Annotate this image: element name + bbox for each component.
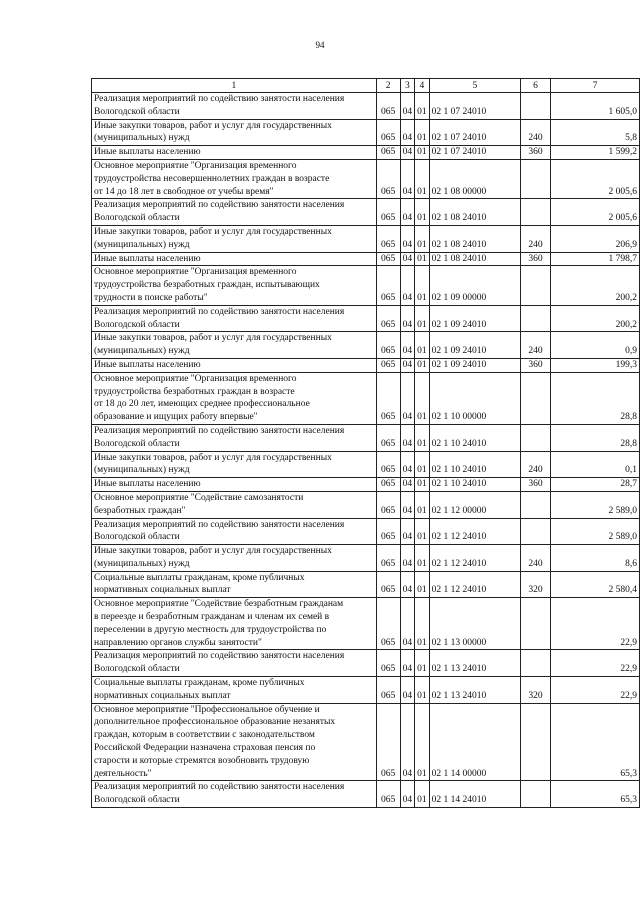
- row-amount-cell: 1 599,2: [550, 146, 639, 160]
- row-amount-cell: 199,3: [550, 358, 639, 372]
- row-name-cell: Иные выплаты населению: [92, 358, 377, 372]
- row-code-subsection-cell: 01: [415, 225, 430, 252]
- table-row: [92, 305, 640, 332]
- table-body: [92, 79, 640, 808]
- row-code-target-article-cell: 02 1 10 24010: [429, 451, 520, 478]
- table-row: [92, 146, 640, 160]
- row-name-cell: Иные закупки товаров, работ и услуг для государственных (муниципальных) нужд: [92, 332, 377, 359]
- row-name-cell: Основное мероприятие "Организация временного трудоустройства несовершеннолетних граждан в возрасте от 14 до 18 лет в свободное от учебы время": [92, 159, 377, 198]
- column-header-2: 2: [376, 79, 400, 93]
- row-code-expense-type-cell: 240: [521, 225, 551, 252]
- row-code-subsection-cell: 01: [415, 478, 430, 492]
- row-code-subsection-cell: 01: [415, 703, 430, 781]
- row-name-cell: Иные закупки товаров, работ и услуг для государственных (муниципальных) нужд: [92, 545, 377, 572]
- row-code-section-cell: 04: [400, 305, 415, 332]
- row-code-subsection-cell: 01: [415, 518, 430, 545]
- column-header-7: 7: [550, 79, 639, 93]
- table-row: [92, 451, 640, 478]
- row-code-expense-type-cell: [521, 650, 551, 677]
- row-amount-cell: 2 580,4: [550, 571, 639, 598]
- budget-table: [91, 78, 640, 808]
- row-code-target-article-cell: 02 1 07 24010: [429, 93, 520, 120]
- row-code-expense-type-cell: [521, 781, 551, 808]
- row-code-target-article-cell: 02 1 12 24010: [429, 545, 520, 572]
- row-name-cell: Иные закупки товаров, работ и услуг для государственных (муниципальных) нужд: [92, 119, 377, 146]
- row-code-expense-type-cell: 360: [521, 146, 551, 160]
- row-code-subsection-cell: 01: [415, 372, 430, 424]
- table-row: [92, 781, 640, 808]
- row-code-ministry-cell: 065: [376, 598, 400, 650]
- row-code-ministry-cell: 065: [376, 424, 400, 451]
- row-amount-cell: 1 798,7: [550, 252, 639, 266]
- row-code-section-cell: 04: [400, 491, 415, 518]
- row-code-ministry-cell: 065: [376, 781, 400, 808]
- row-code-expense-type-cell: [521, 159, 551, 198]
- row-code-expense-type-cell: 360: [521, 358, 551, 372]
- row-name-cell: Реализация мероприятий по содействию занятости населения Вологодской области: [92, 93, 377, 120]
- row-code-section-cell: 04: [400, 424, 415, 451]
- row-code-expense-type-cell: [521, 305, 551, 332]
- row-code-subsection-cell: 01: [415, 93, 430, 120]
- row-code-expense-type-cell: 240: [521, 545, 551, 572]
- row-code-section-cell: 04: [400, 571, 415, 598]
- row-code-subsection-cell: 01: [415, 159, 430, 198]
- row-code-section-cell: 04: [400, 266, 415, 305]
- row-amount-cell: 2 589,0: [550, 518, 639, 545]
- row-code-ministry-cell: 065: [376, 159, 400, 198]
- row-code-section-cell: 04: [400, 650, 415, 677]
- row-code-subsection-cell: 01: [415, 571, 430, 598]
- row-code-expense-type-cell: [521, 518, 551, 545]
- table-row: [92, 266, 640, 305]
- row-code-section-cell: 04: [400, 159, 415, 198]
- row-code-subsection-cell: 01: [415, 677, 430, 704]
- row-amount-cell: 0,9: [550, 332, 639, 359]
- row-code-target-article-cell: 02 1 12 24010: [429, 571, 520, 598]
- row-code-ministry-cell: 065: [376, 478, 400, 492]
- table-row: [92, 677, 640, 704]
- row-code-target-article-cell: 02 1 10 24010: [429, 424, 520, 451]
- row-name-cell: Реализация мероприятий по содействию занятости населения Вологодской области: [92, 650, 377, 677]
- row-code-ministry-cell: 065: [376, 225, 400, 252]
- row-code-section-cell: 04: [400, 93, 415, 120]
- row-name-cell: Реализация мероприятий по содействию занятости населения Вологодской области: [92, 424, 377, 451]
- row-code-subsection-cell: 01: [415, 598, 430, 650]
- column-header-5: 5: [429, 79, 520, 93]
- row-name-cell: Основное мероприятие "Организация временного трудоустройства безработных граждан, испытывающих трудности в поиске работы": [92, 266, 377, 305]
- row-code-ministry-cell: 065: [376, 252, 400, 266]
- row-code-ministry-cell: 065: [376, 119, 400, 146]
- row-code-section-cell: 04: [400, 781, 415, 808]
- row-code-expense-type-cell: 320: [521, 677, 551, 704]
- row-code-ministry-cell: 065: [376, 518, 400, 545]
- table-row: [92, 358, 640, 372]
- row-amount-cell: 65,3: [550, 703, 639, 781]
- row-name-cell: Реализация мероприятий по содействию занятости населения Вологодской области: [92, 781, 377, 808]
- row-code-expense-type-cell: [521, 372, 551, 424]
- row-code-expense-type-cell: 240: [521, 451, 551, 478]
- row-code-target-article-cell: 02 1 10 00000: [429, 372, 520, 424]
- row-code-section-cell: 04: [400, 478, 415, 492]
- row-code-subsection-cell: 01: [415, 781, 430, 808]
- row-code-ministry-cell: 065: [376, 266, 400, 305]
- row-amount-cell: 2 005,6: [550, 159, 639, 198]
- row-code-target-article-cell: 02 1 09 24010: [429, 305, 520, 332]
- table-row: [92, 703, 640, 781]
- row-code-target-article-cell: 02 1 14 24010: [429, 781, 520, 808]
- row-amount-cell: 200,2: [550, 305, 639, 332]
- table-row: [92, 159, 640, 198]
- row-amount-cell: 2 589,0: [550, 491, 639, 518]
- row-code-expense-type-cell: [521, 598, 551, 650]
- table-row: [92, 424, 640, 451]
- row-code-section-cell: 04: [400, 146, 415, 160]
- table-row: [92, 478, 640, 492]
- row-code-ministry-cell: 065: [376, 703, 400, 781]
- row-amount-cell: 28,7: [550, 478, 639, 492]
- table-row: [92, 225, 640, 252]
- page-number: 94: [315, 40, 325, 50]
- row-code-subsection-cell: 01: [415, 424, 430, 451]
- row-amount-cell: 28,8: [550, 372, 639, 424]
- row-code-target-article-cell: 02 1 12 00000: [429, 491, 520, 518]
- table-header-row: [92, 79, 640, 93]
- row-code-target-article-cell: 02 1 08 00000: [429, 159, 520, 198]
- row-amount-cell: 1 605,0: [550, 93, 639, 120]
- row-code-ministry-cell: 065: [376, 146, 400, 160]
- row-code-section-cell: 04: [400, 199, 415, 226]
- row-code-expense-type-cell: 360: [521, 252, 551, 266]
- row-amount-cell: 22,9: [550, 677, 639, 704]
- row-name-cell: Социальные выплаты гражданам, кроме публичных нормативных социальных выплат: [92, 677, 377, 704]
- row-code-target-article-cell: 02 1 12 24010: [429, 518, 520, 545]
- row-code-expense-type-cell: 240: [521, 332, 551, 359]
- column-header-4: 4: [415, 79, 430, 93]
- row-code-ministry-cell: 065: [376, 491, 400, 518]
- table-row: [92, 372, 640, 424]
- row-code-expense-type-cell: [521, 266, 551, 305]
- row-name-cell: Реализация мероприятий по содействию занятости населения Вологодской области: [92, 305, 377, 332]
- row-code-ministry-cell: 065: [376, 93, 400, 120]
- row-code-expense-type-cell: [521, 703, 551, 781]
- row-name-cell: Реализация мероприятий по содействию занятости населения Вологодской области: [92, 518, 377, 545]
- row-code-target-article-cell: 02 1 10 24010: [429, 478, 520, 492]
- table-row: [92, 93, 640, 120]
- table-row: [92, 571, 640, 598]
- row-amount-cell: 5,8: [550, 119, 639, 146]
- row-code-subsection-cell: 01: [415, 332, 430, 359]
- row-code-subsection-cell: 01: [415, 305, 430, 332]
- table-row: [92, 252, 640, 266]
- row-code-target-article-cell: 02 1 08 24010: [429, 225, 520, 252]
- row-code-target-article-cell: 02 1 13 24010: [429, 650, 520, 677]
- row-name-cell: Иные закупки товаров, работ и услуг для государственных (муниципальных) нужд: [92, 451, 377, 478]
- row-code-section-cell: 04: [400, 358, 415, 372]
- row-code-ministry-cell: 065: [376, 650, 400, 677]
- row-name-cell: Основное мероприятие "Организация временного трудоустройства безработных граждан в возрасте от 18 до 20 лет, имеющих среднее профессиональное образование и ищущих работу впервые": [92, 372, 377, 424]
- row-code-target-article-cell: 02 1 08 24010: [429, 252, 520, 266]
- row-code-ministry-cell: 065: [376, 199, 400, 226]
- row-code-subsection-cell: 01: [415, 545, 430, 572]
- row-code-target-article-cell: 02 1 13 00000: [429, 598, 520, 650]
- row-amount-cell: 2 005,6: [550, 199, 639, 226]
- row-code-subsection-cell: 01: [415, 199, 430, 226]
- table-row: [92, 650, 640, 677]
- row-name-cell: Иные выплаты населению: [92, 252, 377, 266]
- row-name-cell: Иные закупки товаров, работ и услуг для государственных (муниципальных) нужд: [92, 225, 377, 252]
- row-code-section-cell: 04: [400, 545, 415, 572]
- row-code-ministry-cell: 065: [376, 545, 400, 572]
- row-code-section-cell: 04: [400, 703, 415, 781]
- row-code-ministry-cell: 065: [376, 451, 400, 478]
- row-name-cell: Реализация мероприятий по содействию занятости населения Вологодской области: [92, 199, 377, 226]
- row-code-target-article-cell: 02 1 07 24010: [429, 146, 520, 160]
- column-header-1: 1: [92, 79, 377, 93]
- table-row: [92, 545, 640, 572]
- row-code-ministry-cell: 065: [376, 372, 400, 424]
- row-code-target-article-cell: 02 1 09 00000: [429, 266, 520, 305]
- row-code-expense-type-cell: 360: [521, 478, 551, 492]
- row-code-section-cell: 04: [400, 225, 415, 252]
- row-code-section-cell: 04: [400, 598, 415, 650]
- row-amount-cell: 28,8: [550, 424, 639, 451]
- row-code-subsection-cell: 01: [415, 358, 430, 372]
- row-code-expense-type-cell: [521, 93, 551, 120]
- row-code-section-cell: 04: [400, 518, 415, 545]
- row-code-expense-type-cell: 320: [521, 571, 551, 598]
- row-code-expense-type-cell: [521, 424, 551, 451]
- row-amount-cell: 200,2: [550, 266, 639, 305]
- row-name-cell: Основное мероприятие "Содействие безработным гражданам в переезде и безработным гражданам и членам их семей в переселении в другую местность для трудоустройства по направлению органов службы занятости": [92, 598, 377, 650]
- table-row: [92, 518, 640, 545]
- row-name-cell: Основное мероприятие "Профессиональное обучение и дополнительное профессиональное образование незанятых граждан, которым в соответствии с законодательством Российской Федерации назначена страховая пенсия по старости и которые стремятся возобновить трудовую деятельность": [92, 703, 377, 781]
- row-code-subsection-cell: 01: [415, 451, 430, 478]
- row-code-section-cell: 04: [400, 252, 415, 266]
- table-row: [92, 119, 640, 146]
- row-code-section-cell: 04: [400, 372, 415, 424]
- row-code-ministry-cell: 065: [376, 358, 400, 372]
- column-header-3: 3: [400, 79, 415, 93]
- row-code-subsection-cell: 01: [415, 650, 430, 677]
- row-code-section-cell: 04: [400, 119, 415, 146]
- row-amount-cell: 0,1: [550, 451, 639, 478]
- row-amount-cell: 206,9: [550, 225, 639, 252]
- row-code-target-article-cell: 02 1 07 24010: [429, 119, 520, 146]
- row-code-subsection-cell: 01: [415, 266, 430, 305]
- row-code-ministry-cell: 065: [376, 332, 400, 359]
- row-name-cell: Основное мероприятие "Содействие самозанятости безработных граждан": [92, 491, 377, 518]
- row-code-expense-type-cell: 240: [521, 119, 551, 146]
- table-row: [92, 199, 640, 226]
- row-amount-cell: 8,6: [550, 545, 639, 572]
- row-amount-cell: 22,9: [550, 598, 639, 650]
- row-code-section-cell: 04: [400, 451, 415, 478]
- row-code-ministry-cell: 065: [376, 677, 400, 704]
- row-code-target-article-cell: 02 1 09 24010: [429, 358, 520, 372]
- row-code-target-article-cell: 02 1 09 24010: [429, 332, 520, 359]
- row-code-ministry-cell: 065: [376, 571, 400, 598]
- row-name-cell: Иные выплаты населению: [92, 478, 377, 492]
- row-code-ministry-cell: 065: [376, 305, 400, 332]
- row-code-section-cell: 04: [400, 332, 415, 359]
- table-row: [92, 332, 640, 359]
- row-code-subsection-cell: 01: [415, 491, 430, 518]
- table-row: [92, 491, 640, 518]
- row-name-cell: Социальные выплаты гражданам, кроме публичных нормативных социальных выплат: [92, 571, 377, 598]
- row-name-cell: Иные выплаты населению: [92, 146, 377, 160]
- column-header-6: 6: [521, 79, 551, 93]
- row-code-subsection-cell: 01: [415, 146, 430, 160]
- row-code-subsection-cell: 01: [415, 119, 430, 146]
- table-row: [92, 598, 640, 650]
- row-code-section-cell: 04: [400, 677, 415, 704]
- row-code-target-article-cell: 02 1 14 00000: [429, 703, 520, 781]
- row-code-expense-type-cell: [521, 199, 551, 226]
- row-code-target-article-cell: 02 1 13 24010: [429, 677, 520, 704]
- row-code-expense-type-cell: [521, 491, 551, 518]
- row-code-target-article-cell: 02 1 08 24010: [429, 199, 520, 226]
- row-amount-cell: 65,3: [550, 781, 639, 808]
- row-code-subsection-cell: 01: [415, 252, 430, 266]
- row-amount-cell: 22,9: [550, 650, 639, 677]
